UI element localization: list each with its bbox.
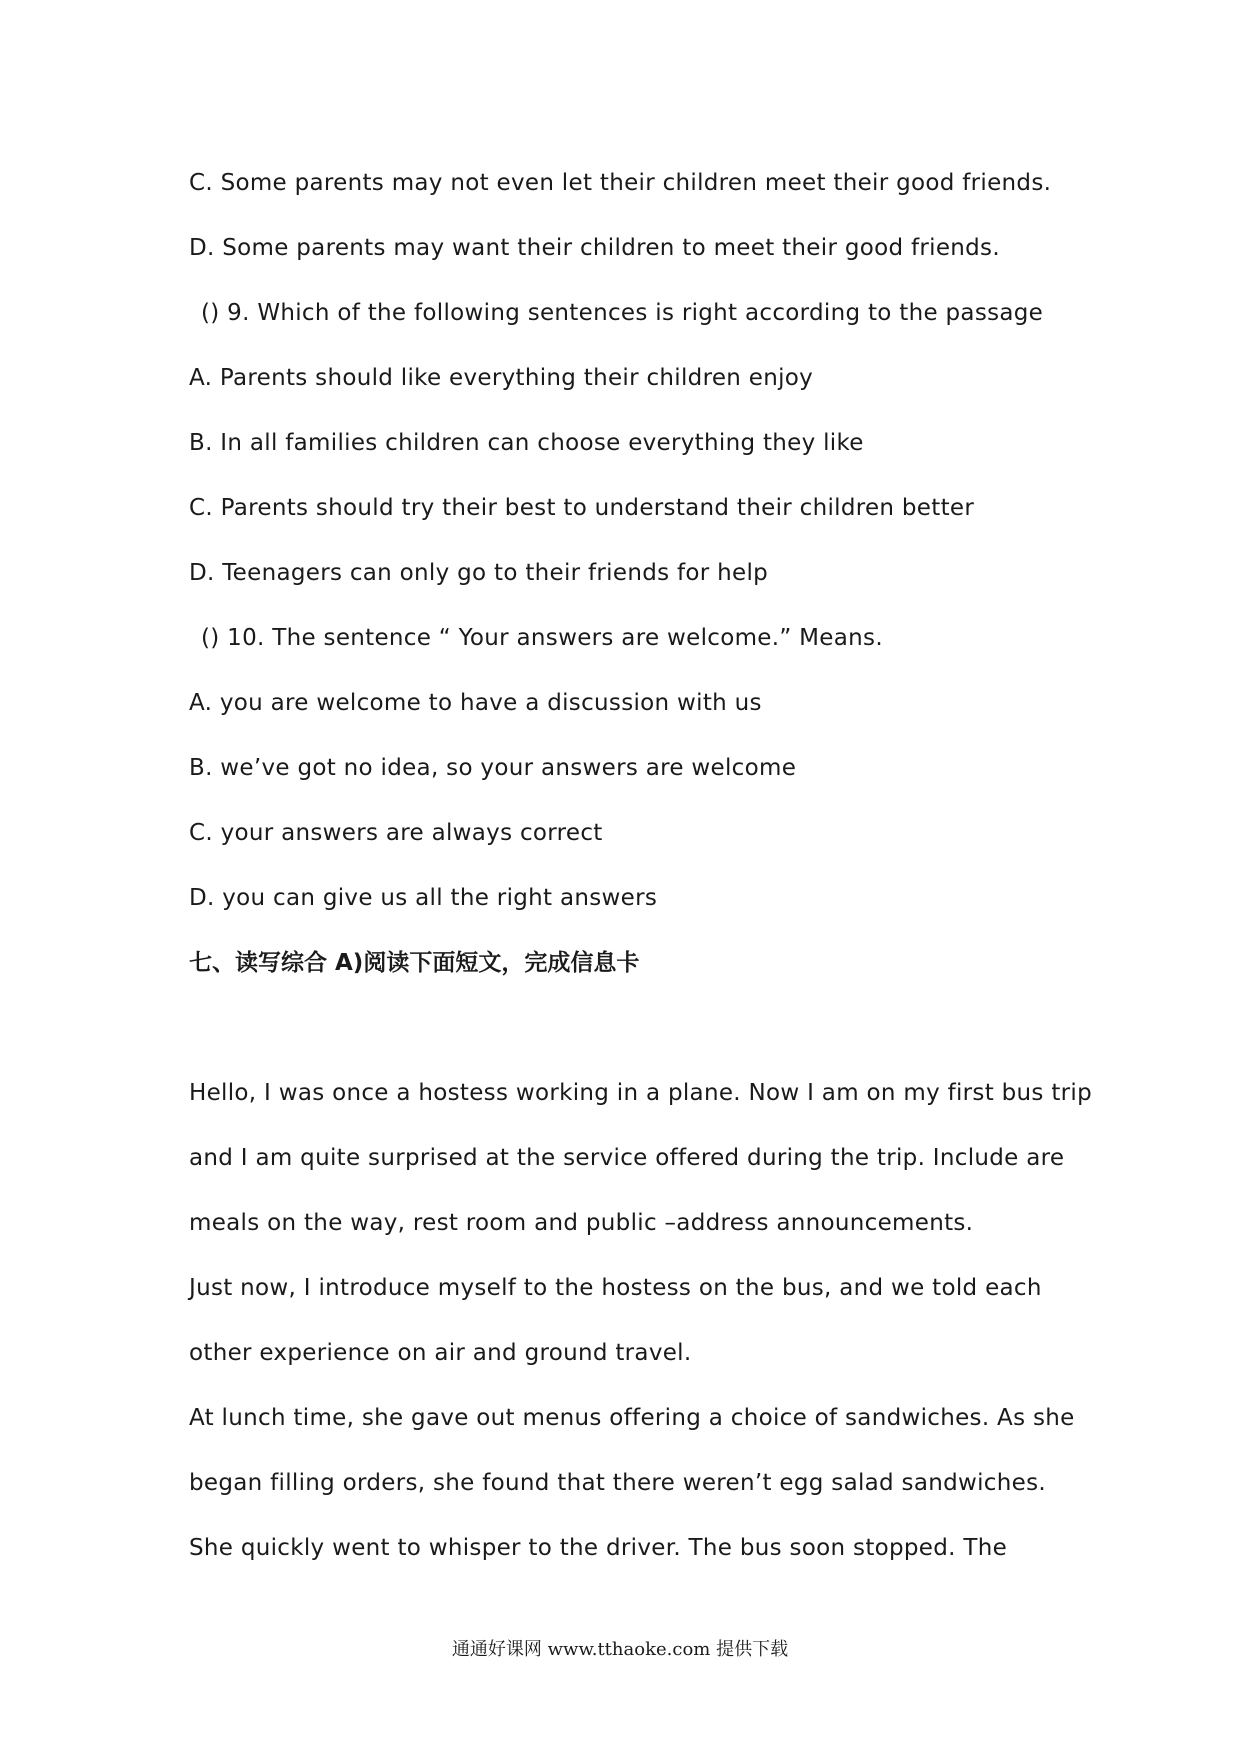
passage-line-8: She quickly went to whisper to the driver. The bus soon stopped. The (189, 1535, 1008, 1561)
q9-option-a: A. Parents should like everything their children enjoy (189, 365, 814, 391)
passage-line-1: Hello, I was once a hostess working in a plane. Now I am on my first bus trip (189, 1080, 1092, 1106)
q10-stem: () 10. The sentence “ Your answers are welcome.” Means. (201, 625, 883, 651)
q10-option-c: C. your answers are always correct (189, 820, 603, 846)
q9-option-c: C. Parents should try their best to understand their children better (189, 495, 975, 521)
q9-option-d: D. Teenagers can only go to their friends for help (189, 560, 769, 586)
q10-option-d: D. you can give us all the right answers (189, 885, 658, 911)
q8-option-c: C. Some parents may not even let their children meet their good friends. (189, 170, 1052, 196)
passage-line-2: and I am quite surprised at the service offered during the trip. Include are (189, 1145, 1065, 1171)
passage-line-4: Just now, I introduce myself to the hostess on the bus, and we told each (189, 1275, 1042, 1301)
q9-option-b: B. In all families children can choose everything they like (189, 430, 864, 456)
q10-option-b: B. we’ve got no idea, so your answers are welcome (189, 755, 797, 781)
passage-line-7: began filling orders, she found that there weren’t egg salad sandwiches. (189, 1470, 1046, 1496)
q10-option-a: A. you are welcome to have a discussion with us (189, 690, 762, 716)
passage-line-5: other experience on air and ground travel. (189, 1340, 692, 1366)
section-seven-heading: 七、读写综合 A)阅读下面短文，完成信息卡 (189, 950, 640, 976)
q8-option-d: D. Some parents may want their children to meet their good friends. (189, 235, 1000, 261)
passage-line-3: meals on the way, rest room and public –address announcements. (189, 1210, 974, 1236)
passage-line-6: At lunch time, she gave out menus offering a choice of sandwiches. As she (189, 1405, 1075, 1431)
page-footer: 通通好课网 www.tthaoke.com 提供下载 (451, 1639, 789, 1660)
q9-stem: () 9. Which of the following sentences is right according to the passage (201, 300, 1044, 326)
